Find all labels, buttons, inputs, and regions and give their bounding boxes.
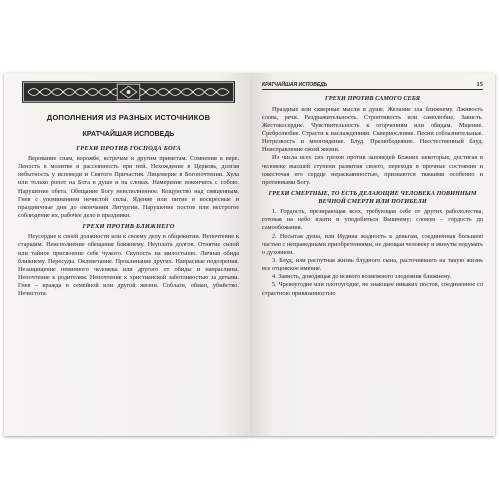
- open-book: [4, 73, 495, 436]
- list-item: 2. Несытая душа, или Иудина жадность к деньгам, соединенная большею частью с неправедными приобретениями, не дающая человеку и минуты подумать о духовном.: [262, 232, 483, 256]
- page-number: 15: [476, 81, 483, 88]
- list-item: 1. Гордость, презирающая всех, требующая себе от других рабололества, готовая на небо взыти и уподобиться Вышнему; словом – гордость до самообожания.: [262, 208, 483, 232]
- paragraph-sins-against-self: Праздные или скверные мысли в душе. Желание зла ближнему. Лживость слова, речи. Раздражительность. Строптивость или самолюбие. Зависть. Жестокосердие. Чувствительность к огорчениям или обидам. Мщение. Сребролюбие. Страсти к наслаждениям. Сквернословие. Песни соблазнительные. Нетрезвость и многоядение. Блуд. Прелюбодеяние. Неестественный блуд. Неисправление своей жизни.: [262, 105, 483, 154]
- running-title: КРАТЧАЙШАЯ ИСПОВЕДЬ: [262, 82, 328, 88]
- section-title-self: ГРЕХИ ПРОТИВ САМОГО СЕБЯ: [324, 95, 421, 102]
- left-page: [4, 73, 250, 436]
- sub-heading: КРАТЧАЙШАЯ ИСПОВЕДЬ: [82, 131, 175, 138]
- paragraph-sins-against-neighbour: Неусердие к своей должности или к своему делу в общежитии. Непочтение к старшим. Неисполнение обещания ближнему. Неуплата долгов. Отнятие силой или тайное присвоение себе чужого. Скупость на милостыню. Личная обида ближнему. Пересуды. Оклеветание. Проклинание других. Напрасные подозрения. Незащищение невинного человека или другого от обиды и напраслины. Непочтение к родителям. Непочтение к христианской заботливостью за детьми. Гнев – вражда в семейной или другой жизни. Соблазн, обман, убийство. Нечистота.: [18, 233, 239, 298]
- section-title-neighbour: ГРЕХИ ПРОТИВ БЛИЖНЕГО: [82, 223, 175, 231]
- right-page: [250, 73, 495, 436]
- list-item: 3. Блуд, или распутная жизнь блудного сына, расточившего на такую жизнь все отцовское имение.: [262, 257, 483, 273]
- list-item: 5. Чревоугодие или плотоугодие, не знающее никаких постов, соединенное со страстною привязанностью: [262, 281, 483, 297]
- main-heading: ДОПОЛНЕНИЯ ИЗ РАЗНЫХ ИСТОЧНИКОВ: [46, 113, 211, 122]
- section-title-god: ГРЕХИ ПРОТИВ ГОСПОДА БОГА: [76, 145, 181, 152]
- paragraph-grave-sins-intro: Из числа всех сих грехов против заповедей Божиих некоторые, достигая в человеке высшей ступени развития своего, переходя в прочные состояния и ожесточая его сердце нераскаянностью, признаются тяжкими особенно и противными Богу.: [262, 154, 483, 186]
- running-head: [262, 81, 483, 90]
- section-title-mortal-sins: ГРЕХИ СМЕРТНЫЕ, ТО ЕСТЬ ДЕЛАЮЩИЕ ЧЕЛОВЕКА ПОВИННЫМ ВЕЧНОЙ СМЕРТИ ИЛИ ПОГИБЕЛИ: [268, 190, 477, 205]
- ornament-icon: [22, 81, 235, 103]
- decorative-ornament-band: [22, 81, 235, 103]
- list-item: 4. Зависть, доводящая до всякого возможного злодеяния ближнему.: [272, 273, 452, 281]
- paragraph-sins-against-god: Верование снам, ворожбе, встречам и другим приметам. Сомнения в вере. Леность к молитве и рассеянность при ней. Нехождение в Церковь, долгая небытность у исповеди и Святого Причастия. Лицемерие в Богопочтении. Хула или только ропот на Бога в душе и на словах. Намерение покончить с собою. Нарушение обета. Обещание Богу неисполненное. Кощунство над священным. Гнев с упоминанием нечистой силы. Ядение или питие в воскресные и праздничные дни до окончания Литургии. Нарушение постов или нестрогое соблюдение их, рабочее дело в праздники.: [18, 155, 239, 220]
